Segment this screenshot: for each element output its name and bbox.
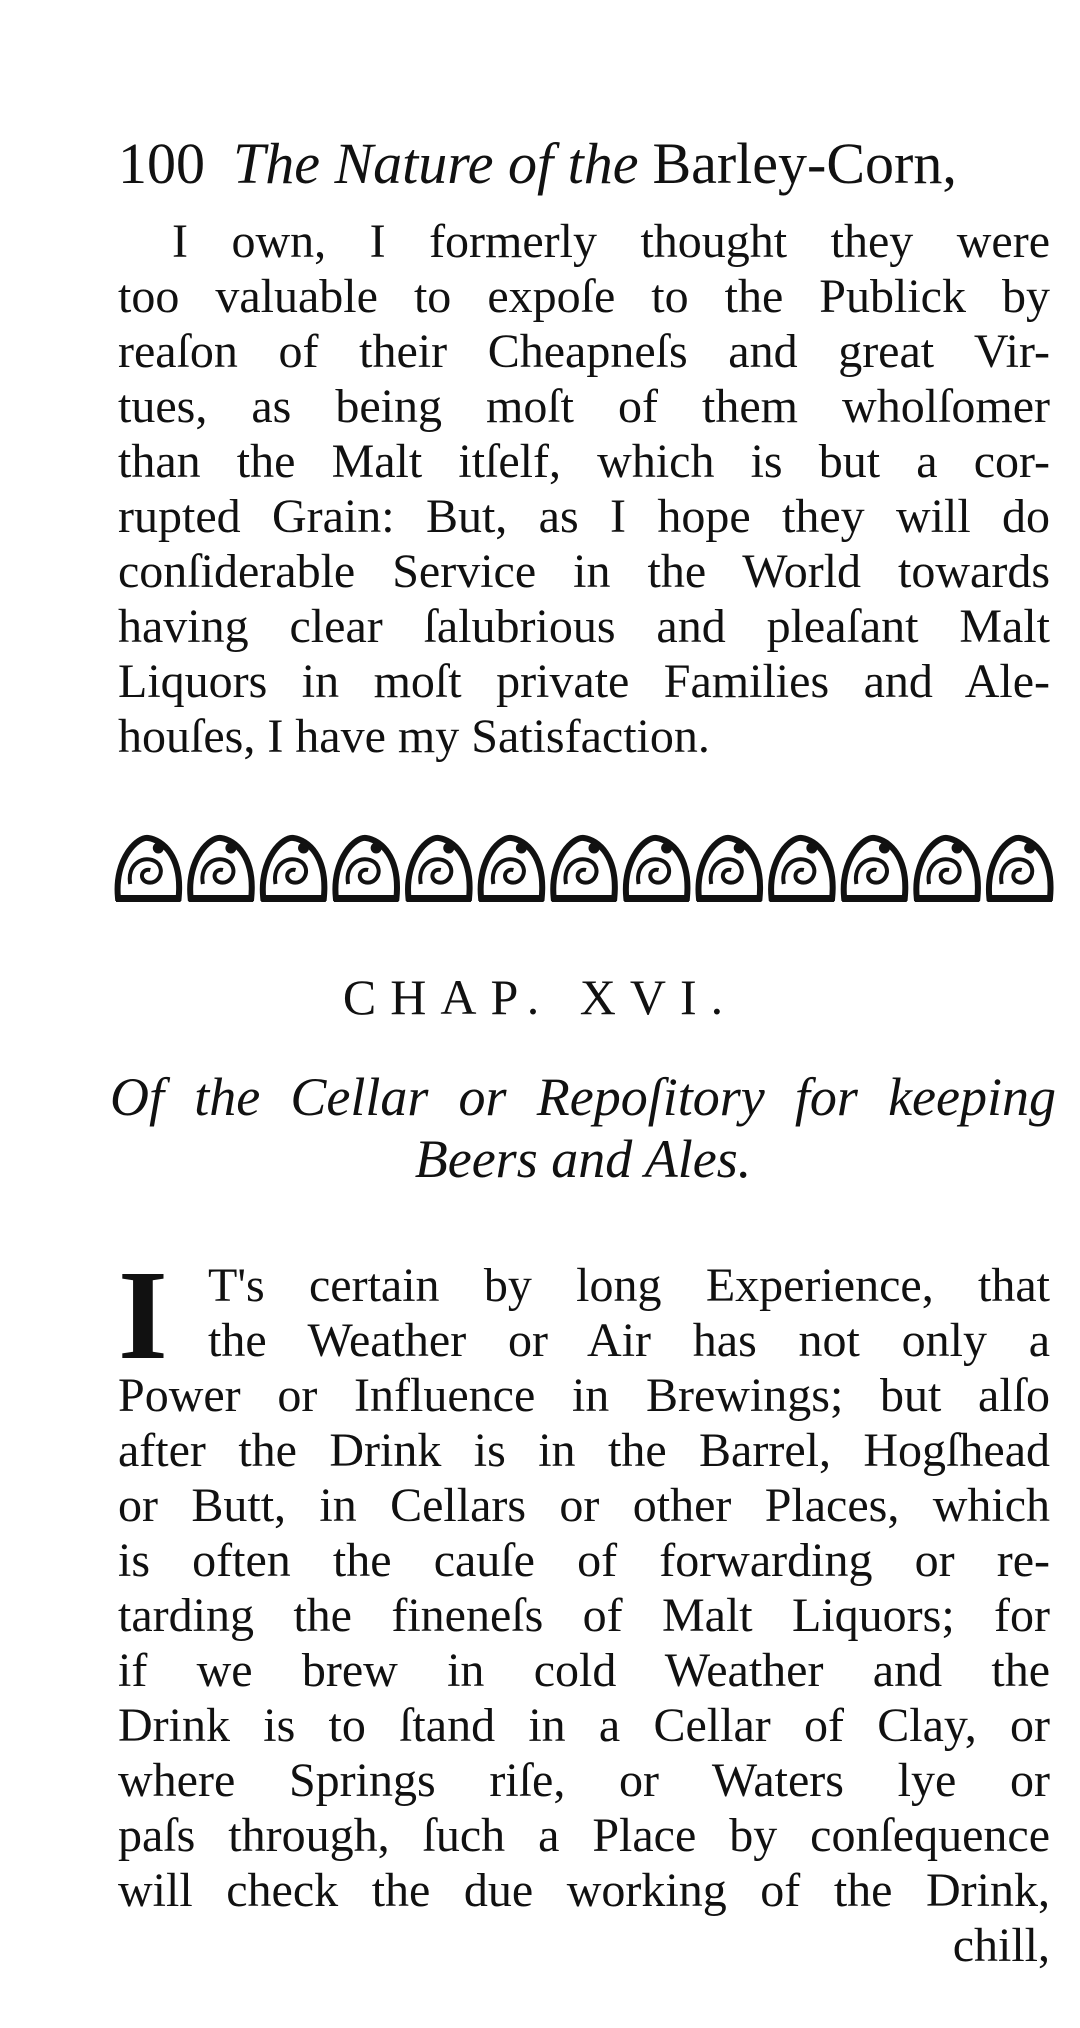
ornament-scroll-unit [479,838,544,900]
paragraph-1 [118,214,1050,764]
text-line: paſs through, ſuch a Place by conſequence [118,1809,1050,1862]
ornament-scroll-unit [987,838,1052,900]
text-line: the Weather or Air has not only a [208,1314,1050,1367]
ornament-scroll-unit [406,838,471,900]
ornament-scroll-unit [697,838,762,900]
chapter-subtitle-line-2: Beers and Ales. [414,1129,752,1189]
text-line: or Butt, in Cellars or other Places, which [118,1479,1050,1532]
text-line: Liquors in moſt private Families and Ale- [118,655,1050,708]
running-title-italic: The Nature of the [233,131,639,196]
text-line: where Springs riſe, or Waters lye or [118,1754,1050,1807]
catchword: chill, [952,1919,1050,1972]
ornament-scroll-unit [915,838,980,900]
ornament-scroll-unit [334,838,399,900]
ornament-scroll-unit [770,838,835,900]
text-line: Power or Influence in Brewings; but alſo [118,1369,1050,1422]
text-line: will check the due working of the Drink, [118,1864,1050,1917]
text-line: after the Drink is in the Barrel, Hogſhead [118,1424,1050,1477]
ornament-scroll-unit [842,838,907,900]
ornament-scroll-unit [552,838,617,900]
paragraph-2 [118,1244,1050,1973]
text-line: tues, as being moſt of them wholſomer [118,380,1050,433]
ornament-scroll-unit [624,838,689,900]
text-line: having clear ſalubrious and pleaſant Malt [118,600,1050,653]
ornament-scroll-unit [116,838,181,900]
text-line: I own, I formerly thought they were [172,215,1050,268]
drop-cap: I [118,1244,168,1386]
text-line: Drink is to ſtand in a Cellar of Clay, or [118,1699,1050,1752]
chapter-heading: CHAP. XVI. [342,969,738,1025]
text-line: is often the cauſe of forwarding or re- [118,1534,1050,1587]
text-line: too valuable to expoſe to the Publick by [118,270,1050,323]
ornament-scroll-unit [261,838,326,900]
text-line: T's certain by long Experience, that [208,1259,1050,1312]
chapter-subtitle [110,1066,1056,1190]
running-header [118,128,1038,200]
text-line: tarding the fineneſs of Malt Liquors; for [118,1589,1050,1642]
text-line: houſes, I have my Satisfaction. [118,710,710,763]
text-line: rupted Grain: But, as I hope they will do [118,490,1050,543]
chapter-subtitle-line-1: Of the Cellar or Repoſitory for keeping [110,1067,1056,1127]
text-line: conſiderable Service in the World towards [118,545,1050,598]
text-line: if we brew in cold Weather and the [118,1644,1050,1697]
ornament-scroll-unit [189,838,254,900]
text-line: reaſon of their Cheapneſs and great Vir- [118,325,1050,378]
decorative-scroll-ornament-icon [112,828,1056,910]
running-title-roman: Barley-Corn, [652,131,957,196]
text-line: than the Malt itſelf, which is but a cor- [118,435,1050,488]
page-number: 100 [118,131,205,196]
